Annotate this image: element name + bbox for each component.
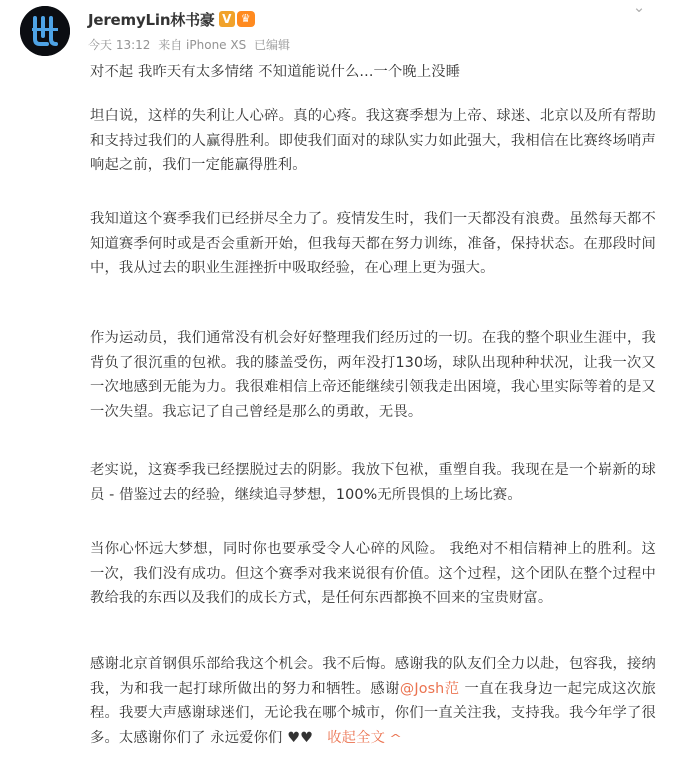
collapse-button[interactable] bbox=[318, 730, 401, 746]
author-name[interactable]: JeremyLin林书豪 bbox=[88, 10, 215, 29]
paragraph-6: 当你心怀远大梦想，同时你也要承受令人心碎的风险。 我绝对不相信精神上的胜利。这一次，我们没有成功。但这个赛季对我来说很有价值。这个过程，这个团队在整个过程中教给我的东西以及我们的成长方式，是任何东西都换不回来的宝贵财富。 bbox=[90, 541, 656, 606]
post-header bbox=[0, 0, 673, 60]
paragraph-7-text-a: 感谢北京首钢俱乐部给我这个机会。我不后悔。感谢我的队友们全力以赴，包容我，接纳我，为和我一起打球所做出的努力和牺牲。感谢 bbox=[90, 656, 656, 697]
collapse-label: 收起全文 bbox=[327, 729, 386, 746]
post-meta bbox=[88, 36, 294, 53]
hearts-emoji: ♥♥ bbox=[287, 729, 314, 746]
jl-logo-icon bbox=[20, 6, 70, 56]
edited-label[interactable]: 已编辑 bbox=[254, 38, 291, 52]
paragraph-7 bbox=[90, 652, 656, 751]
post-time[interactable]: 今天 13:12 bbox=[88, 38, 151, 52]
avatar[interactable] bbox=[20, 6, 70, 56]
chevron-up-icon: ^ bbox=[389, 731, 403, 745]
member-crown-icon[interactable]: ♛ bbox=[237, 11, 255, 27]
paragraph-7-text-b: 一直在我身边一起完成这次旅程。我要大声感谢球迷们，无论我在哪个城市，你们一直关注我，支持我。我今年学了很多。太感谢你们了 永远爱你们 bbox=[90, 680, 656, 746]
paragraph-5: 老实说，这赛季我已经摆脱过去的阴影。我放下包袱，重塑自我。我现在是一个崭新的球员 - 借鉴过去的经验，继续追寻梦想，100%无所畏惧的上场比赛。 bbox=[90, 462, 656, 503]
paragraph-1: 对不起 我昨天有太多情绪 不知道能说什么...一个晚上没睡 bbox=[90, 64, 461, 80]
paragraph-2: 坦白说，这样的失利让人心碎。真的心疼。我这赛季想为上帝、球迷、北京以及所有帮助和支持过我们的人赢得胜利。即使我们面对的球队实力如此强大，我相信在比赛终场哨声响起之前，我们一定能赢得胜利。 bbox=[90, 108, 656, 173]
post-source: 来自 iPhone XS bbox=[158, 38, 247, 52]
more-options-button[interactable] bbox=[627, 0, 651, 18]
verified-icon: V bbox=[219, 11, 235, 27]
mention-link[interactable]: @Josh范 bbox=[399, 680, 460, 697]
paragraph-4: 作为运动员，我们通常没有机会好好整理我们经历过的一切。在我的整个职业生涯中，我背负了很沉重的包袱。我的膝盖受伤，两年没打130场，球队出现种种状况，让我一次又一次地感到无能为力。我很难相信上帝还能继续引领我走出困境，我心里实际等着的是又一次失望。我忘记了自己曾经是那么的勇敢，无畏。 bbox=[90, 330, 656, 420]
chevron-down-icon: ⌄ bbox=[632, 0, 646, 16]
author-line bbox=[88, 8, 255, 30]
paragraph-3: 我知道这个赛季我们已经拼尽全力了。疫情发生时，我们一天都没有浪费。虽然每天都不知道赛季何时或是否会重新开始，但我每天都在努力训练，准备，保持状态。在那段时间中，我从过去的职业生涯挫折中吸取经验，在心理上更为强大。 bbox=[90, 211, 656, 276]
